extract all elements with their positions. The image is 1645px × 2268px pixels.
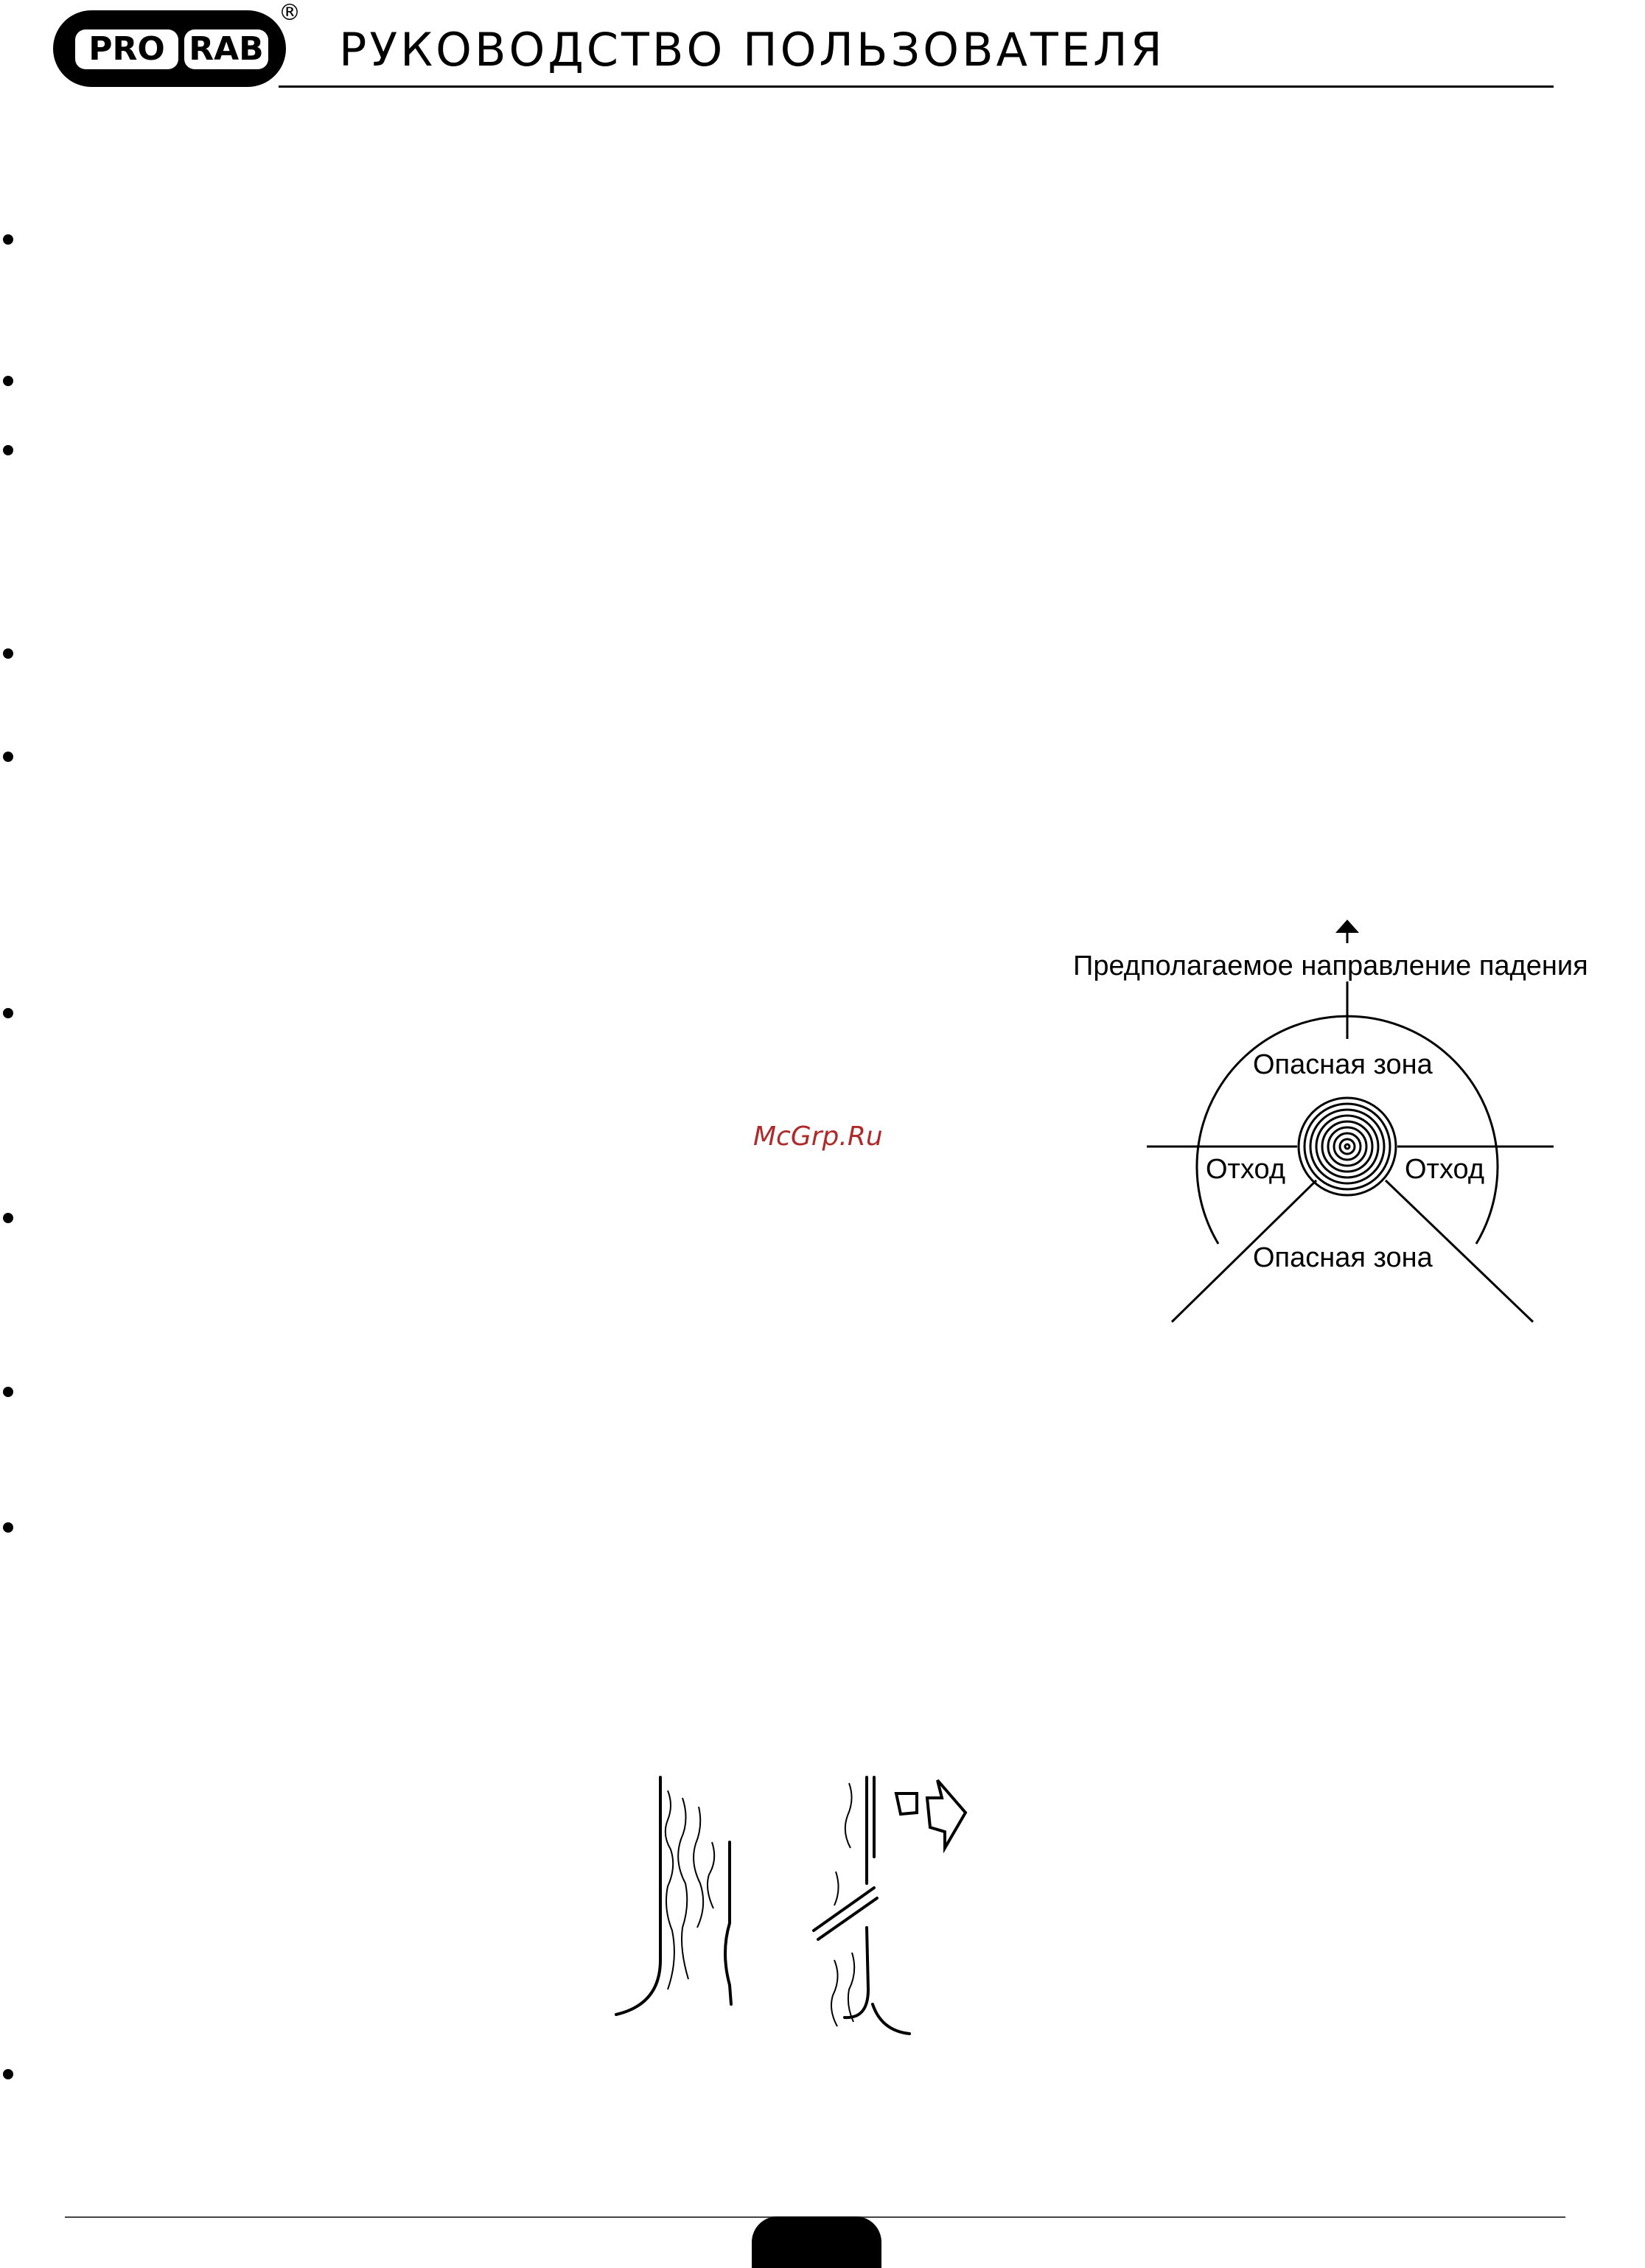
prorab-logo — [53, 10, 286, 87]
bullet — [3, 234, 13, 245]
danger-zone-bottom-label: Опасная зона — [1253, 1242, 1433, 1273]
bullet — [3, 648, 13, 659]
bullet — [3, 1522, 13, 1533]
logo-rab-text: RAB — [184, 29, 268, 69]
retreat-left-label: Отход — [1206, 1154, 1286, 1185]
page-number-badge — [752, 2216, 881, 2268]
bullet — [3, 445, 13, 455]
retreat-right-label: Отход — [1405, 1154, 1485, 1185]
header-divider — [279, 85, 1554, 88]
tree-rings — [1299, 1098, 1396, 1195]
bullet — [3, 376, 13, 386]
bullet — [3, 752, 13, 762]
fall-direction-label: Предполагаемое направление падения — [1073, 951, 1588, 981]
bullet — [3, 1387, 13, 1397]
danger-zone-top-label: Опасная зона — [1253, 1049, 1433, 1080]
watermark: McGrp.Ru — [753, 1121, 883, 1152]
bullet — [3, 2069, 13, 2079]
document-title: РУКОВОДСТВО ПОЛЬЗОВАТЕЛЯ — [339, 23, 1165, 77]
registered-mark: ® — [279, 0, 301, 26]
logo-pro-text: PRO — [75, 29, 178, 69]
fall-direction-arrow-icon — [1335, 920, 1359, 933]
bullet — [3, 1008, 13, 1018]
bullet — [3, 1213, 13, 1223]
tree-cut-illustration — [604, 1768, 988, 2048]
